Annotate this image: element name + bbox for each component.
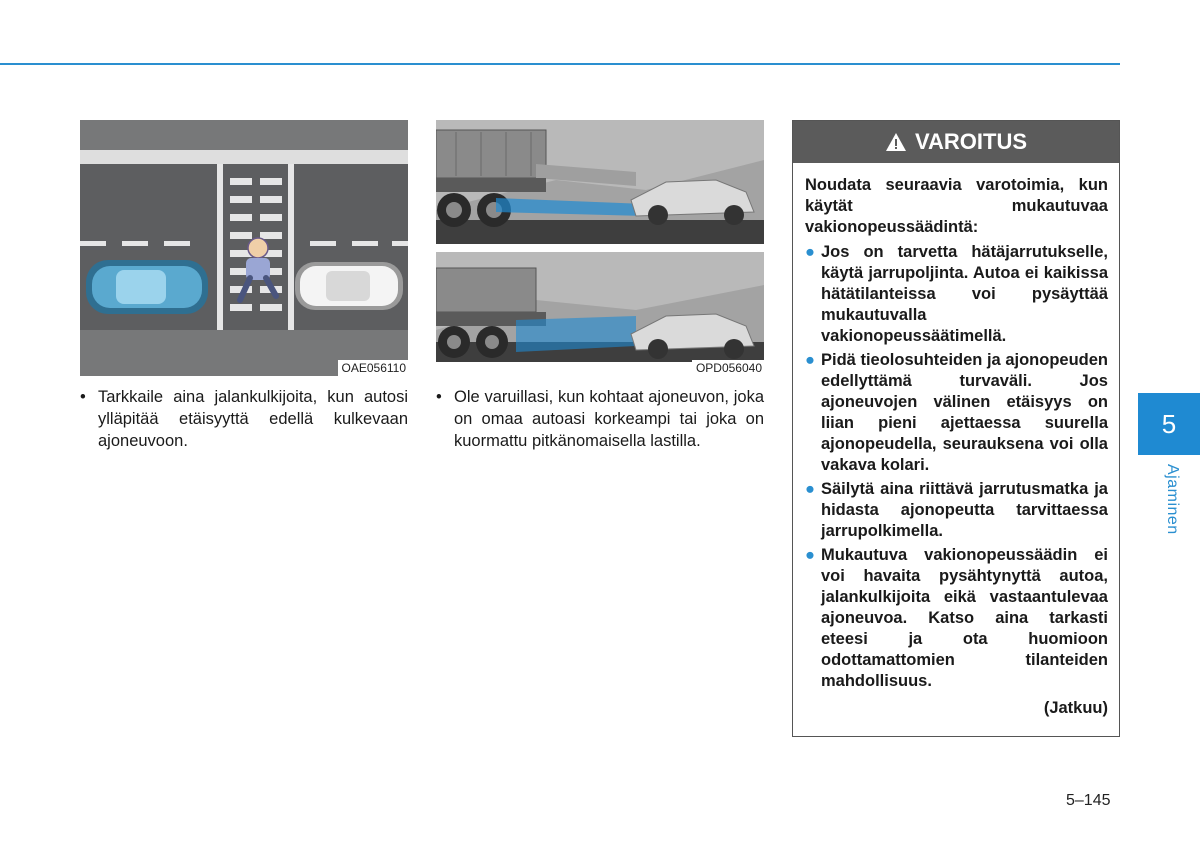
warning-item-text: Pidä tieolosuhteiden ja ajonopeuden edellyttämä turvaväli. Jos ajoneuvojen välinen etäisyys on liian pieni ajettaessa suurella ajonopeudella, seurauksena voi olla vakava kolari.	[821, 351, 1108, 474]
truck-scene	[436, 120, 764, 376]
figure-code: OPD056040	[692, 360, 764, 376]
caption-text: Tarkkaile aina jalankulkijoita, kun autosi ylläpitää etäisyyttä edellä kulkevaan ajoneuvoon.	[98, 388, 408, 450]
figure-code: OAE056110	[338, 360, 409, 376]
crosswalk-scene	[80, 120, 408, 376]
bullet-mark: •	[436, 388, 442, 406]
crosswalk-illustration	[80, 120, 408, 376]
caption-text: Ole varuillasi, kun kohtaat ajoneuvon, joka on omaa autoasi korkeampi tai joka on kuormattu pitkänomaisella lastilla.	[454, 388, 764, 450]
warning-header	[793, 121, 1119, 163]
warning-title: VAROITUS	[914, 129, 1028, 154]
warning-item	[805, 350, 1108, 476]
warning-item	[805, 479, 1108, 542]
bullet-icon: ●	[805, 351, 815, 369]
top-rule	[0, 63, 1120, 65]
warning-list	[805, 242, 1108, 692]
chapter-name: Ajaminen	[1164, 464, 1181, 535]
warning-item-text: Jos on tarvetta hätäjarrutukselle, käytä jarrupoljinta. Autoa ei kaikissa hätätilanteissa voi pysäyttää mukautuvalla vakionopeussäätimellä.	[821, 243, 1108, 345]
crosswalk-caption	[80, 386, 408, 452]
warning-box	[792, 120, 1120, 737]
truck-caption	[436, 386, 764, 452]
warning-intro: Noudata seuraavia varotoimia, kun käytät mukautuvaa vakionopeussäädintä:	[805, 176, 1108, 236]
continued-label: (Jatkuu)	[1043, 699, 1108, 717]
bullet-icon: ●	[805, 480, 815, 498]
warning-item-text: Säilytä aina riittävä jarrutusmatka ja hidasta ajonopeutta tarvittaessa jarrupolkimella.	[821, 480, 1108, 540]
truck-illustration	[436, 120, 764, 376]
warning-item-text: Mukautuva vakionopeussäädin ei voi havaita pysähtynyttä autoa, jalankulkijoita eikä vastaantulevaa ajoneuvoa. Katso aina tarkasti eteesi ja ota huomioon odottamattomien tilanteiden mahdollisuus.	[821, 546, 1108, 690]
warning-item	[805, 242, 1108, 347]
chapter-tab: 5	[1138, 393, 1200, 455]
warning-body	[793, 163, 1119, 719]
bullet-mark: •	[80, 388, 86, 406]
warning-triangle-icon	[885, 132, 907, 152]
bullet-icon: ●	[805, 546, 815, 564]
page-number: 5–145	[1066, 792, 1111, 809]
warning-item	[805, 545, 1108, 692]
bullet-icon: ●	[805, 243, 815, 261]
